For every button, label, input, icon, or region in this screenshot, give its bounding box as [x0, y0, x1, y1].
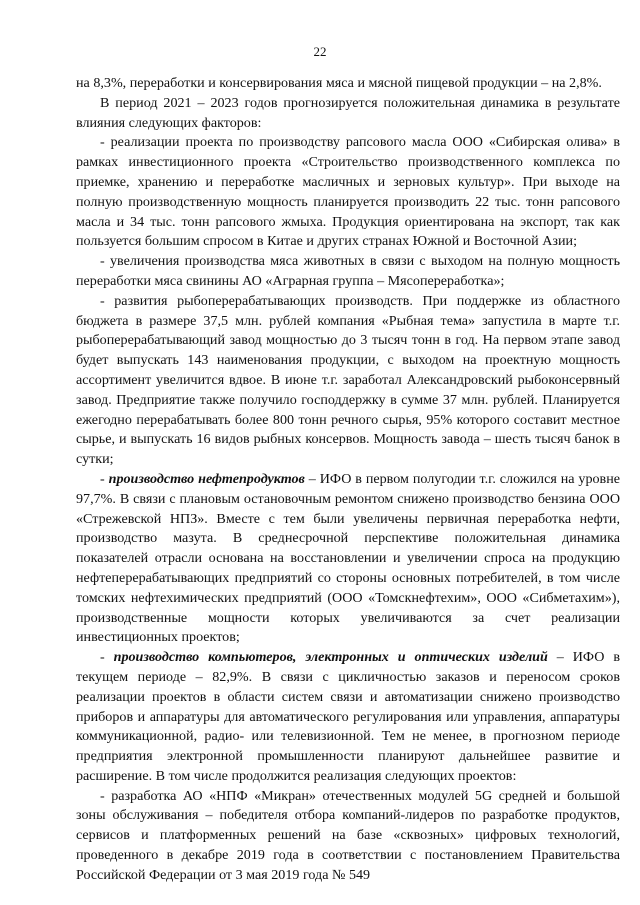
body-text: [76, 74, 620, 886]
paragraph-rapeseed-oil: - реализации проекта по производству рапсового масла ООО «Сибирская олива» в рамках инвестиционного проекта «Строительство производственного комплекса по приемке, хранению и переработке масличных и зерновых культур». При выходе на полную производственную мощность планируется производить 22 тыс. тонн рапсового масла и 34 тыс. тонн рапсового жмыха. Продукция ориентирована на экспорт, так как пользуется большим спросом в Китае и других странах Южной и Восточной Азии;: [76, 134, 620, 250]
page-number: 22: [313, 44, 327, 59]
paragraph-fish-processing: - развития рыбоперерабатывающих производств. При поддержке из областного бюджета в размере 37,5 млн. рублей компания «Рыбная тема» запустила в марте т.г. рыбоперерабатывающий завод мощностью до 3 тысяч тонн в год. На первом этапе завод будет выпускать 143 наименования продукции, с выходом на проектную мощность ассортимент увеличится вдвое. В июне т.г. заработал Александровский рыбоконсервный завод. Предприятие также получило господдержку в сумме 37 млн. рублей. Планируется ежегодно перерабатывать более 800 тонн речного сырья, 95% которого составит местное сырье, и выпускать 16 видов рыбных консервов. Мощность завода – шесть тысяч банок в сутки;: [76, 292, 620, 468]
paragraph-oil-products: [76, 470, 620, 648]
oil-products-text: – ИФО в первом полугодии т.г. сложился на уровне 97,7%. В связи с плановым остановочным ремонтом снижено производство бензина ООО «Стрежевской НПЗ». Вместе с тем были увеличены первичная переработка нефти, производство мазута. В среднесрочной перспективе положительная динамика показателей отрасли основана на восстановлении и увеличении спроса на продукцию нефтеперерабатывающих предприятий со стороны основных потребителей, в том числе томских нефтехимических предприятий (ООО «Томскнефтехим», ООО «Сибметахим»), производственные мощности которых увеличиваются за счет реализации инвестиционных проектов;: [76, 470, 621, 646]
paragraph-meat-production: - увеличения производства мяса животных в связи с выходом на полную мощность переработки мяса свинины АО «Аграрная группа – Мясопереработка»;: [76, 253, 620, 289]
electronics-heading: производство компьютеров, электронных и оптических изделий: [113, 649, 548, 666]
list-dash: -: [100, 649, 114, 666]
electronics-text: – ИФО в текущем периоде – 82,9%. В связи с цикличностью заказов и переносом сроков реализации проектов в области систем связи и автоматизации снижено производство приборов и аппаратуры для автоматического регулирования или управления, аппаратуры коммуникационной, радио- или телевизионной. Тем не менее, в прогнозном периоде предприятия электронной промышленности планируют дальнейшее развитие и расширение. В том числе продолжится реализация следующих проектов:: [76, 649, 621, 784]
paragraph-electronics: [76, 648, 620, 787]
list-dash: -: [100, 470, 109, 487]
oil-products-heading: производство нефтепродуктов: [108, 470, 305, 487]
paragraph-2: В период 2021 – 2023 годов прогнозируется положительная динамика в результате влияния следующих факторов:: [76, 94, 620, 131]
paragraph-mikran-5g: - разработка АО «НПФ «Микран» отечественных модулей 5G средней и большой зоны обслуживания – победителя отбора компаний-лидеров по разработке продуктов, сервисов и платформенных решений на базе «сквозных» цифровых технологий, проведенного в декабре 2019 года в соответствии с постановлением Правительства Российской Федерации от 3 мая 2019 года № 549: [76, 787, 620, 883]
paragraph-1: на 8,3%, переработки и консервирования мяса и мясной пищевой продукции – на 2,8%.: [76, 75, 602, 91]
